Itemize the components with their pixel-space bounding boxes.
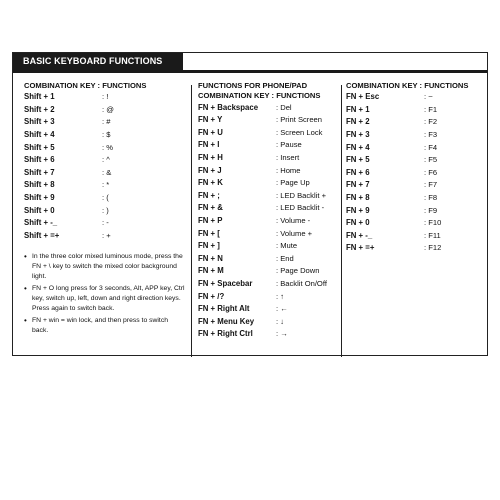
key-row: [198, 215, 343, 228]
key-combination: Shift + 0: [24, 205, 55, 215]
key-row: [198, 102, 343, 115]
key-row: [198, 328, 343, 341]
page-title: BASIC KEYBOARD FUNCTIONS: [13, 53, 183, 70]
key-combination: FN + Menu Key: [198, 316, 255, 326]
key-function: : Del: [276, 102, 292, 112]
key-function: : Screen Lock: [276, 127, 323, 137]
key-row: [24, 217, 199, 230]
key-row: [24, 91, 199, 104]
key-function: : ↓: [276, 316, 285, 326]
keyboard-functions-card: [12, 52, 488, 356]
key-row: [198, 228, 343, 241]
key-row: [346, 91, 486, 104]
key-function: : Home: [276, 165, 301, 175]
key-combination: FN + P: [198, 215, 223, 225]
key-row: [198, 303, 343, 316]
note-item: • FN + O long press for 3 seconds, Alt, APP key, Ctrl key, switch up, left, down and right direction keys. Press again to switch back.: [24, 284, 186, 314]
key-row: [198, 278, 343, 291]
key-function: : %: [102, 142, 113, 152]
key-combination: FN + Y: [198, 115, 223, 125]
key-row: [198, 240, 343, 253]
key-combination: FN + 0: [346, 218, 370, 228]
key-function: : -: [102, 218, 109, 228]
key-combination: FN + 5: [346, 155, 370, 165]
key-function: : F10: [424, 218, 442, 228]
key-list: [346, 91, 486, 255]
key-row: [346, 129, 486, 142]
key-row: [346, 116, 486, 129]
key-combination: Shift + -_: [24, 218, 58, 228]
key-function: : Print Screen: [276, 115, 323, 125]
key-function: : $: [102, 130, 111, 140]
column-phone-pad-keys: [198, 81, 343, 341]
key-row: [198, 265, 343, 278]
key-combination: Shift + 8: [24, 180, 55, 190]
key-function: : ↑: [276, 291, 285, 301]
key-combination: Shift + 9: [24, 193, 55, 203]
column-title-group: [198, 81, 343, 102]
key-row: [198, 190, 343, 203]
key-row: [198, 291, 343, 304]
key-function: : Page Down: [276, 266, 320, 276]
key-function: : Mute: [276, 241, 298, 251]
key-function: : Insert: [276, 152, 300, 162]
key-function: : !: [102, 92, 109, 102]
key-function: : F11: [424, 230, 441, 240]
key-function: : ^: [102, 155, 110, 165]
key-list: [198, 102, 343, 341]
key-combination: FN + &: [198, 203, 223, 213]
notes-list: [24, 252, 186, 336]
key-function: : LED Backlit +: [276, 190, 327, 200]
key-function: : (: [102, 193, 109, 203]
key-row: [24, 205, 199, 218]
column-title: COMBINATION KEY : FUNCTIONS: [346, 81, 469, 90]
key-combination: FN + 3: [346, 130, 370, 140]
key-combination: FN + /?: [198, 291, 225, 301]
key-function: : ): [102, 205, 109, 215]
key-combination: FN + -_: [346, 230, 373, 240]
key-function: : @: [102, 104, 114, 114]
key-row: [346, 179, 486, 192]
key-function: : F12: [424, 243, 442, 253]
key-row: [24, 154, 199, 167]
key-row: [346, 167, 486, 180]
key-row: [198, 152, 343, 165]
key-row: [346, 142, 486, 155]
key-combination: FN + ;: [198, 190, 220, 200]
key-function: : Pause: [276, 140, 302, 150]
key-row: [346, 230, 486, 243]
key-function: : F6: [424, 167, 438, 177]
key-combination: FN + 9: [346, 205, 370, 215]
key-combination: FN + 6: [346, 167, 370, 177]
key-combination: Shift + =+: [24, 230, 60, 240]
key-combination: Shift + 1: [24, 92, 55, 102]
key-combination: FN + H: [198, 152, 223, 162]
note-item: • In the three color mixed luminous mode, press the FN + \ key to switch the mixed color background light.: [24, 252, 186, 282]
key-combination: FN + Esc: [346, 92, 380, 102]
key-row: [198, 202, 343, 215]
key-function: : F3: [424, 130, 438, 140]
key-function: : Page Up: [276, 178, 310, 188]
key-combination: FN + Right Ctrl: [198, 329, 253, 339]
key-function: : F4: [424, 142, 438, 152]
key-row: [346, 192, 486, 205]
key-row: [198, 127, 343, 140]
key-row: [24, 179, 199, 192]
key-function: : Volume -: [276, 215, 311, 225]
key-row: [198, 253, 343, 266]
key-combination: Shift + 5: [24, 142, 55, 152]
key-combination: FN + K: [198, 178, 223, 188]
column-title: COMBINATION KEY : FUNCTIONS: [198, 91, 321, 101]
key-combination: Shift + 6: [24, 155, 55, 165]
key-row: [24, 142, 199, 155]
key-combination: FN + I: [198, 140, 220, 150]
key-row: [24, 104, 199, 117]
key-row: [198, 177, 343, 190]
key-function: : End: [276, 253, 294, 263]
column-title: COMBINATION KEY : FUNCTIONS: [24, 81, 147, 90]
key-row: [24, 192, 199, 205]
key-function: : +: [102, 230, 111, 240]
key-combination: FN + Right Alt: [198, 304, 250, 314]
key-combination: Shift + 2: [24, 104, 55, 114]
key-combination: FN + 1: [346, 104, 370, 114]
key-function: : F1: [424, 104, 438, 114]
key-function: : LED Backlit -: [276, 203, 325, 213]
key-function: : Backlit On/Off: [276, 278, 327, 288]
key-combination: FN + M: [198, 266, 224, 276]
key-combination: FN + 7: [346, 180, 370, 190]
key-combination: FN + Backspace: [198, 102, 259, 112]
key-function: : F7: [424, 180, 438, 190]
key-combination: FN + Spacebar: [198, 278, 253, 288]
key-function: : ~: [424, 92, 433, 102]
column-title-group: [24, 81, 199, 91]
key-row: [346, 104, 486, 117]
key-list: [24, 91, 199, 242]
key-combination: FN + U: [198, 127, 223, 137]
key-function: : Volume +: [276, 228, 313, 238]
key-function: : &: [102, 167, 112, 177]
key-combination: Shift + 7: [24, 167, 55, 177]
key-combination: FN + 8: [346, 193, 370, 203]
key-row: [198, 316, 343, 329]
key-function: : F2: [424, 117, 438, 127]
key-row: [198, 139, 343, 152]
key-function: : ←: [276, 304, 288, 314]
key-combination: FN + 2: [346, 117, 370, 127]
key-combination: FN + ]: [198, 241, 220, 251]
note-item: • FN + win = win lock, and then press to switch back.: [24, 316, 186, 336]
key-function: : →: [276, 329, 288, 339]
key-combination: Shift + 4: [24, 130, 55, 140]
key-row: [346, 217, 486, 230]
key-row: [24, 230, 199, 243]
key-combination: FN + [: [198, 228, 220, 238]
key-combination: FN + =+: [346, 243, 375, 253]
key-function: : F5: [424, 155, 438, 165]
key-function: : *: [102, 180, 110, 190]
key-combination: FN + N: [198, 253, 223, 263]
key-row: [198, 114, 343, 127]
key-row: [198, 165, 343, 178]
key-row: [24, 129, 199, 142]
key-function: : #: [102, 117, 111, 127]
key-row: [346, 242, 486, 255]
key-function: : F8: [424, 193, 438, 203]
column-title-group: [346, 81, 486, 91]
header-divider: [13, 70, 487, 73]
key-combination: Shift + 3: [24, 117, 55, 127]
key-row: [24, 167, 199, 180]
key-combination: FN + J: [198, 165, 222, 175]
key-row: [24, 116, 199, 129]
column-fn-keys: [346, 81, 486, 255]
key-row: [346, 205, 486, 218]
key-row: [346, 154, 486, 167]
key-combination: FN + 4: [346, 142, 370, 152]
column-shift-keys: [24, 81, 199, 338]
column-title: FUNCTIONS FOR PHONE/PAD: [198, 81, 308, 90]
key-function: : F9: [424, 205, 438, 215]
